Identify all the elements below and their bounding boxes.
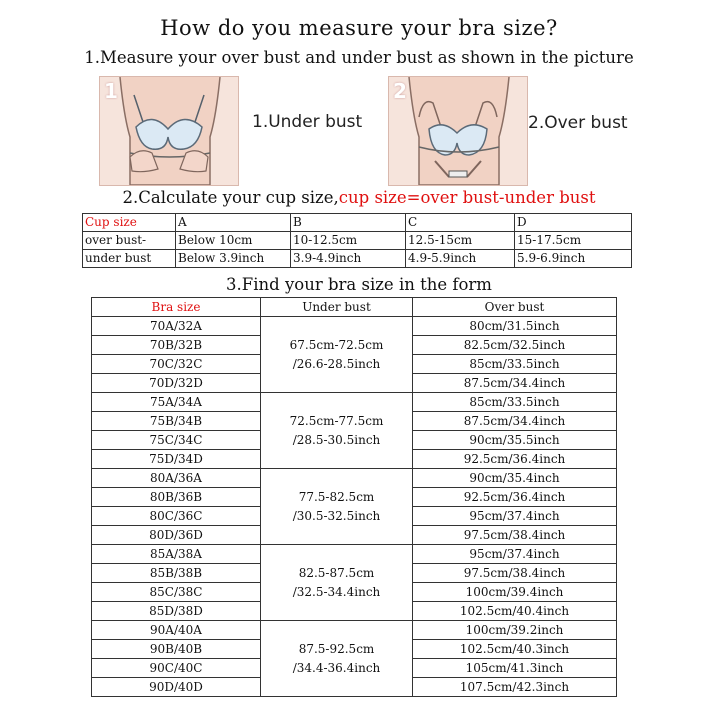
over-bust-caption: 2.Over bust xyxy=(528,113,628,133)
table-cell: 3.9-4.9inch xyxy=(291,250,406,268)
under-bust-cm: 72.5cm-77.5cm xyxy=(289,413,384,428)
under-bust-inch: /28.5-30.5inch xyxy=(292,432,381,447)
table-row xyxy=(92,545,617,564)
table-row xyxy=(92,317,617,336)
under-bust-inch: /32.5-34.4inch xyxy=(292,584,381,599)
bra-size-cell: 90C/40C xyxy=(92,659,261,678)
under-bust-cell xyxy=(261,469,413,545)
over-bust-cell: 80cm/31.5inch xyxy=(413,317,617,336)
step2-instruction xyxy=(0,188,718,207)
step2-prefix: 2.Calculate your cup size, xyxy=(122,188,339,207)
bra-size-cell: 85B/38B xyxy=(92,564,261,583)
over-bust-cell: 97.5cm/38.4inch xyxy=(413,526,617,545)
bra-size-cell: 90A/40A xyxy=(92,621,261,640)
bra-size-cell: 70A/32A xyxy=(92,317,261,336)
table-cell: Below 3.9inch xyxy=(176,250,291,268)
under-bust-cm: 82.5-87.5cm xyxy=(298,565,375,580)
table-header-row xyxy=(92,298,617,317)
bra-size-cell: 70C/32C xyxy=(92,355,261,374)
bra-size-cell: 85A/38A xyxy=(92,545,261,564)
under-bust-cell xyxy=(261,393,413,469)
table-cell: C xyxy=(406,214,515,232)
bra-size-cell: 75D/34D xyxy=(92,450,261,469)
table-cell: A xyxy=(176,214,291,232)
over-bust-cell: 105cm/41.3inch xyxy=(413,659,617,678)
photo-number: 2 xyxy=(393,79,407,103)
under-bust-cell xyxy=(261,317,413,393)
under-bust-cm: 87.5-92.5cm xyxy=(298,641,375,656)
bra-size-cell: 75B/34B xyxy=(92,412,261,431)
table-cell: 10-12.5cm xyxy=(291,232,406,250)
over-bust-cell: 100cm/39.4inch xyxy=(413,583,617,602)
table-cell: over bust- xyxy=(83,232,176,250)
bra-size-cell: 90D/40D xyxy=(92,678,261,697)
over-bust-cell: 85cm/33.5inch xyxy=(413,355,617,374)
table-row xyxy=(83,250,632,268)
over-bust-cell: 107.5cm/42.3inch xyxy=(413,678,617,697)
under-bust-cell xyxy=(261,621,413,697)
over-bust-cell: 92.5cm/36.4inch xyxy=(413,488,617,507)
table-cell: 12.5-15cm xyxy=(406,232,515,250)
bra-size-cell: 90B/40B xyxy=(92,640,261,659)
under-bust-caption: 1.Under bust xyxy=(252,112,363,132)
over-bust-cell: 87.5cm/34.4inch xyxy=(413,412,617,431)
table-row xyxy=(83,232,632,250)
table-row xyxy=(83,214,632,232)
under-bust-inch: /26.6-28.5inch xyxy=(292,356,381,371)
over-bust-cell: 82.5cm/32.5inch xyxy=(413,336,617,355)
under-bust-cell xyxy=(261,545,413,621)
bra-size-cell: 80C/36C xyxy=(92,507,261,526)
column-header: Bra size xyxy=(92,298,261,317)
under-bust-illustration xyxy=(100,77,238,185)
over-bust-cell: 92.5cm/36.4inch xyxy=(413,450,617,469)
bra-size-cell: 70D/32D xyxy=(92,374,261,393)
over-bust-cell: 102.5cm/40.3inch xyxy=(413,640,617,659)
step1-instruction: 1.Measure your over bust and under bust as shown in the picture xyxy=(84,48,634,67)
over-bust-cell: 90cm/35.4inch xyxy=(413,469,617,488)
bra-size-cell: 70B/32B xyxy=(92,336,261,355)
over-bust-cell: 95cm/37.4inch xyxy=(413,545,617,564)
bra-size-cell: 85D/38D xyxy=(92,602,261,621)
under-bust-cm: 77.5-82.5cm xyxy=(298,489,375,504)
table-cell: 5.9-6.9inch xyxy=(515,250,632,268)
table-row xyxy=(92,621,617,640)
over-bust-cell: 102.5cm/40.4inch xyxy=(413,602,617,621)
over-bust-cell: 100cm/39.2inch xyxy=(413,621,617,640)
table-cell: under bust xyxy=(83,250,176,268)
over-bust-cell: 95cm/37.4inch xyxy=(413,507,617,526)
over-bust-cell: 97.5cm/38.4inch xyxy=(413,564,617,583)
table-row xyxy=(92,469,617,488)
table-cell: Below 10cm xyxy=(176,232,291,250)
cup-formula: cup size=over bust-under bust xyxy=(338,188,596,207)
over-bust-photo xyxy=(388,76,528,186)
photo-number: 1 xyxy=(104,79,118,103)
table-row xyxy=(92,393,617,412)
under-bust-photo xyxy=(99,76,239,186)
bra-size-table xyxy=(91,297,617,697)
column-header: Over bust xyxy=(413,298,617,317)
over-bust-illustration xyxy=(389,77,527,185)
table-cell: B xyxy=(291,214,406,232)
bra-size-cell: 75C/34C xyxy=(92,431,261,450)
bra-size-cell: 75A/34A xyxy=(92,393,261,412)
bra-size-cell: 80A/36A xyxy=(92,469,261,488)
over-bust-cell: 90cm/35.5inch xyxy=(413,431,617,450)
table-cell: D xyxy=(515,214,632,232)
under-bust-inch: /30.5-32.5inch xyxy=(292,508,381,523)
cup-size-table xyxy=(82,213,632,268)
table-cell: 4.9-5.9inch xyxy=(406,250,515,268)
over-bust-cell: 85cm/33.5inch xyxy=(413,393,617,412)
step3-instruction: 3.Find your bra size in the form xyxy=(226,275,492,294)
bra-size-cell: 80D/36D xyxy=(92,526,261,545)
bra-size-cell: 85C/38C xyxy=(92,583,261,602)
under-bust-cm: 67.5cm-72.5cm xyxy=(289,337,384,352)
table-cell: Cup size xyxy=(83,214,176,232)
bra-size-cell: 80B/36B xyxy=(92,488,261,507)
column-header: Under bust xyxy=(261,298,413,317)
over-bust-cell: 87.5cm/34.4inch xyxy=(413,374,617,393)
page-title: How do you measure your bra size? xyxy=(160,16,558,40)
under-bust-inch: /34.4-36.4inch xyxy=(292,660,381,675)
table-cell: 15-17.5cm xyxy=(515,232,632,250)
